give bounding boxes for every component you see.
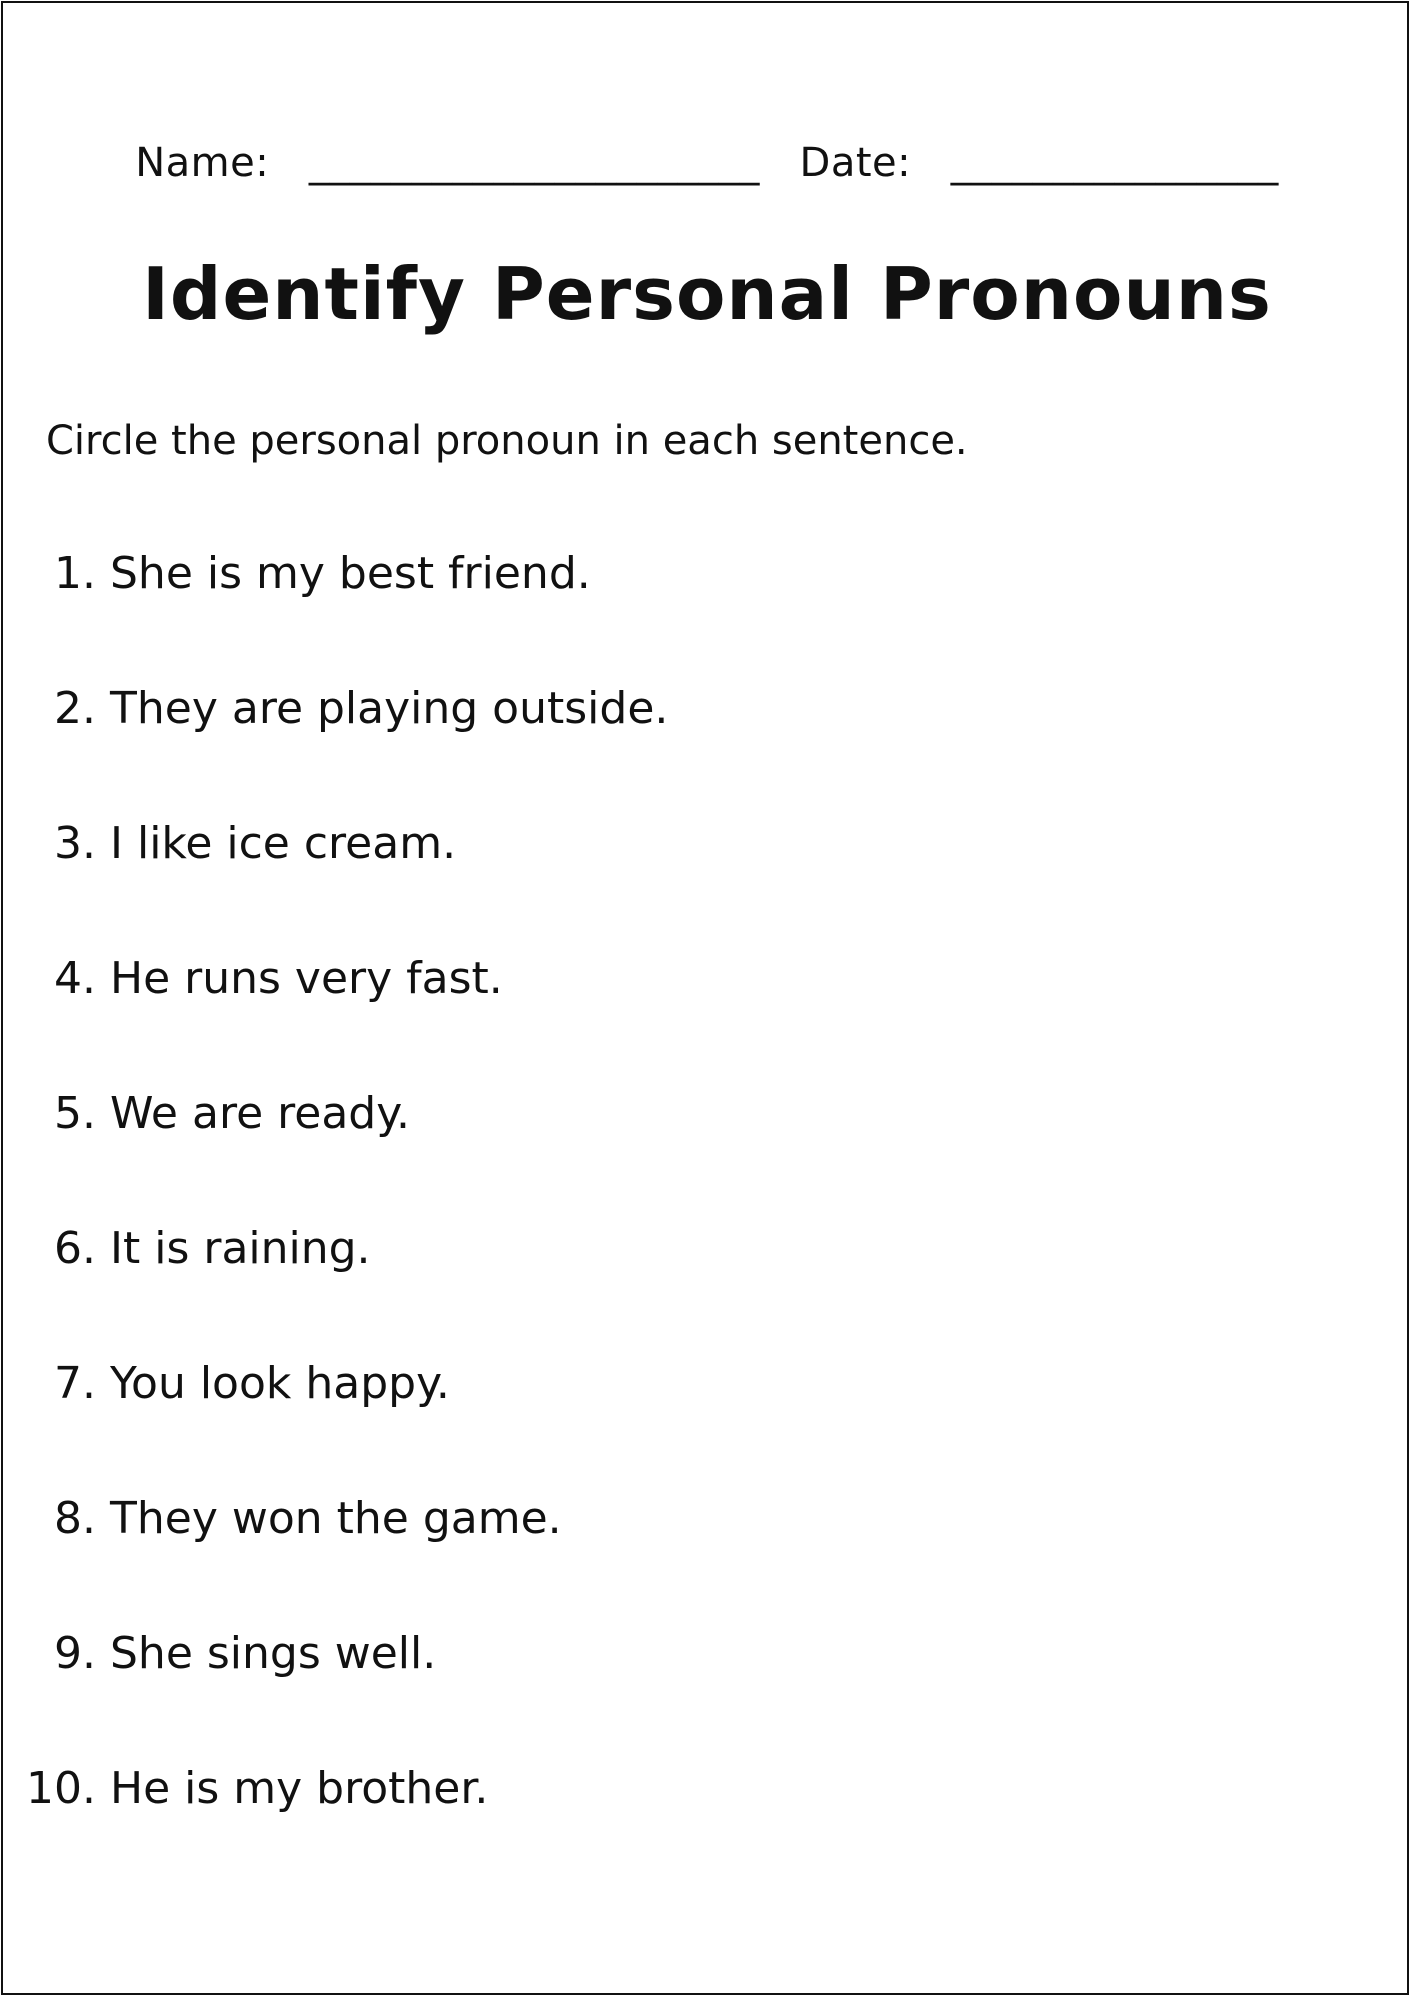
question-sentence[interactable]: You look happy.: [110, 1358, 450, 1409]
question-item: [0, 1223, 1000, 1283]
name-label: Name:: [135, 140, 270, 186]
question-number: 5.: [54, 1088, 96, 1139]
question-sentence[interactable]: She is my best friend.: [110, 548, 591, 599]
question-sentence[interactable]: It is raining.: [110, 1223, 371, 1274]
page-title: Identify Personal Pronouns: [142, 252, 1272, 336]
question-sentence[interactable]: They won the game.: [110, 1493, 562, 1544]
question-number: 3.: [54, 818, 96, 869]
question-item: [0, 1493, 1000, 1553]
date-label: Date:: [799, 140, 912, 186]
question-sentence[interactable]: He runs very fast.: [110, 953, 503, 1004]
question-number: 4.: [54, 953, 96, 1004]
question-item: [0, 953, 1000, 1013]
question-number: 8.: [54, 1493, 96, 1544]
question-sentence[interactable]: She sings well.: [110, 1628, 437, 1679]
question-number: 9.: [54, 1628, 96, 1679]
question-sentence[interactable]: He is my brother.: [110, 1763, 489, 1814]
question-item: [0, 1763, 1000, 1823]
question-item: [0, 683, 1000, 743]
question-sentence[interactable]: They are playing outside.: [110, 683, 669, 734]
instruction-text: Circle the personal pronoun in each sentence.: [46, 418, 968, 464]
question-item: [0, 1628, 1000, 1688]
question-item: [0, 818, 1000, 878]
question-sentence[interactable]: We are ready.: [110, 1088, 410, 1139]
question-number: 10.: [26, 1763, 96, 1814]
date-blank[interactable]: ________________: [950, 140, 1279, 186]
question-number: 6.: [54, 1223, 96, 1274]
question-sentence[interactable]: I like ice cream.: [110, 818, 457, 869]
question-item: [0, 1088, 1000, 1148]
question-number: 7.: [54, 1358, 96, 1409]
question-item: [0, 548, 1000, 608]
question-number: 1.: [54, 548, 96, 599]
name-blank[interactable]: ______________________: [308, 140, 760, 186]
question-number: 2.: [54, 683, 96, 734]
question-item: [0, 1358, 1000, 1418]
